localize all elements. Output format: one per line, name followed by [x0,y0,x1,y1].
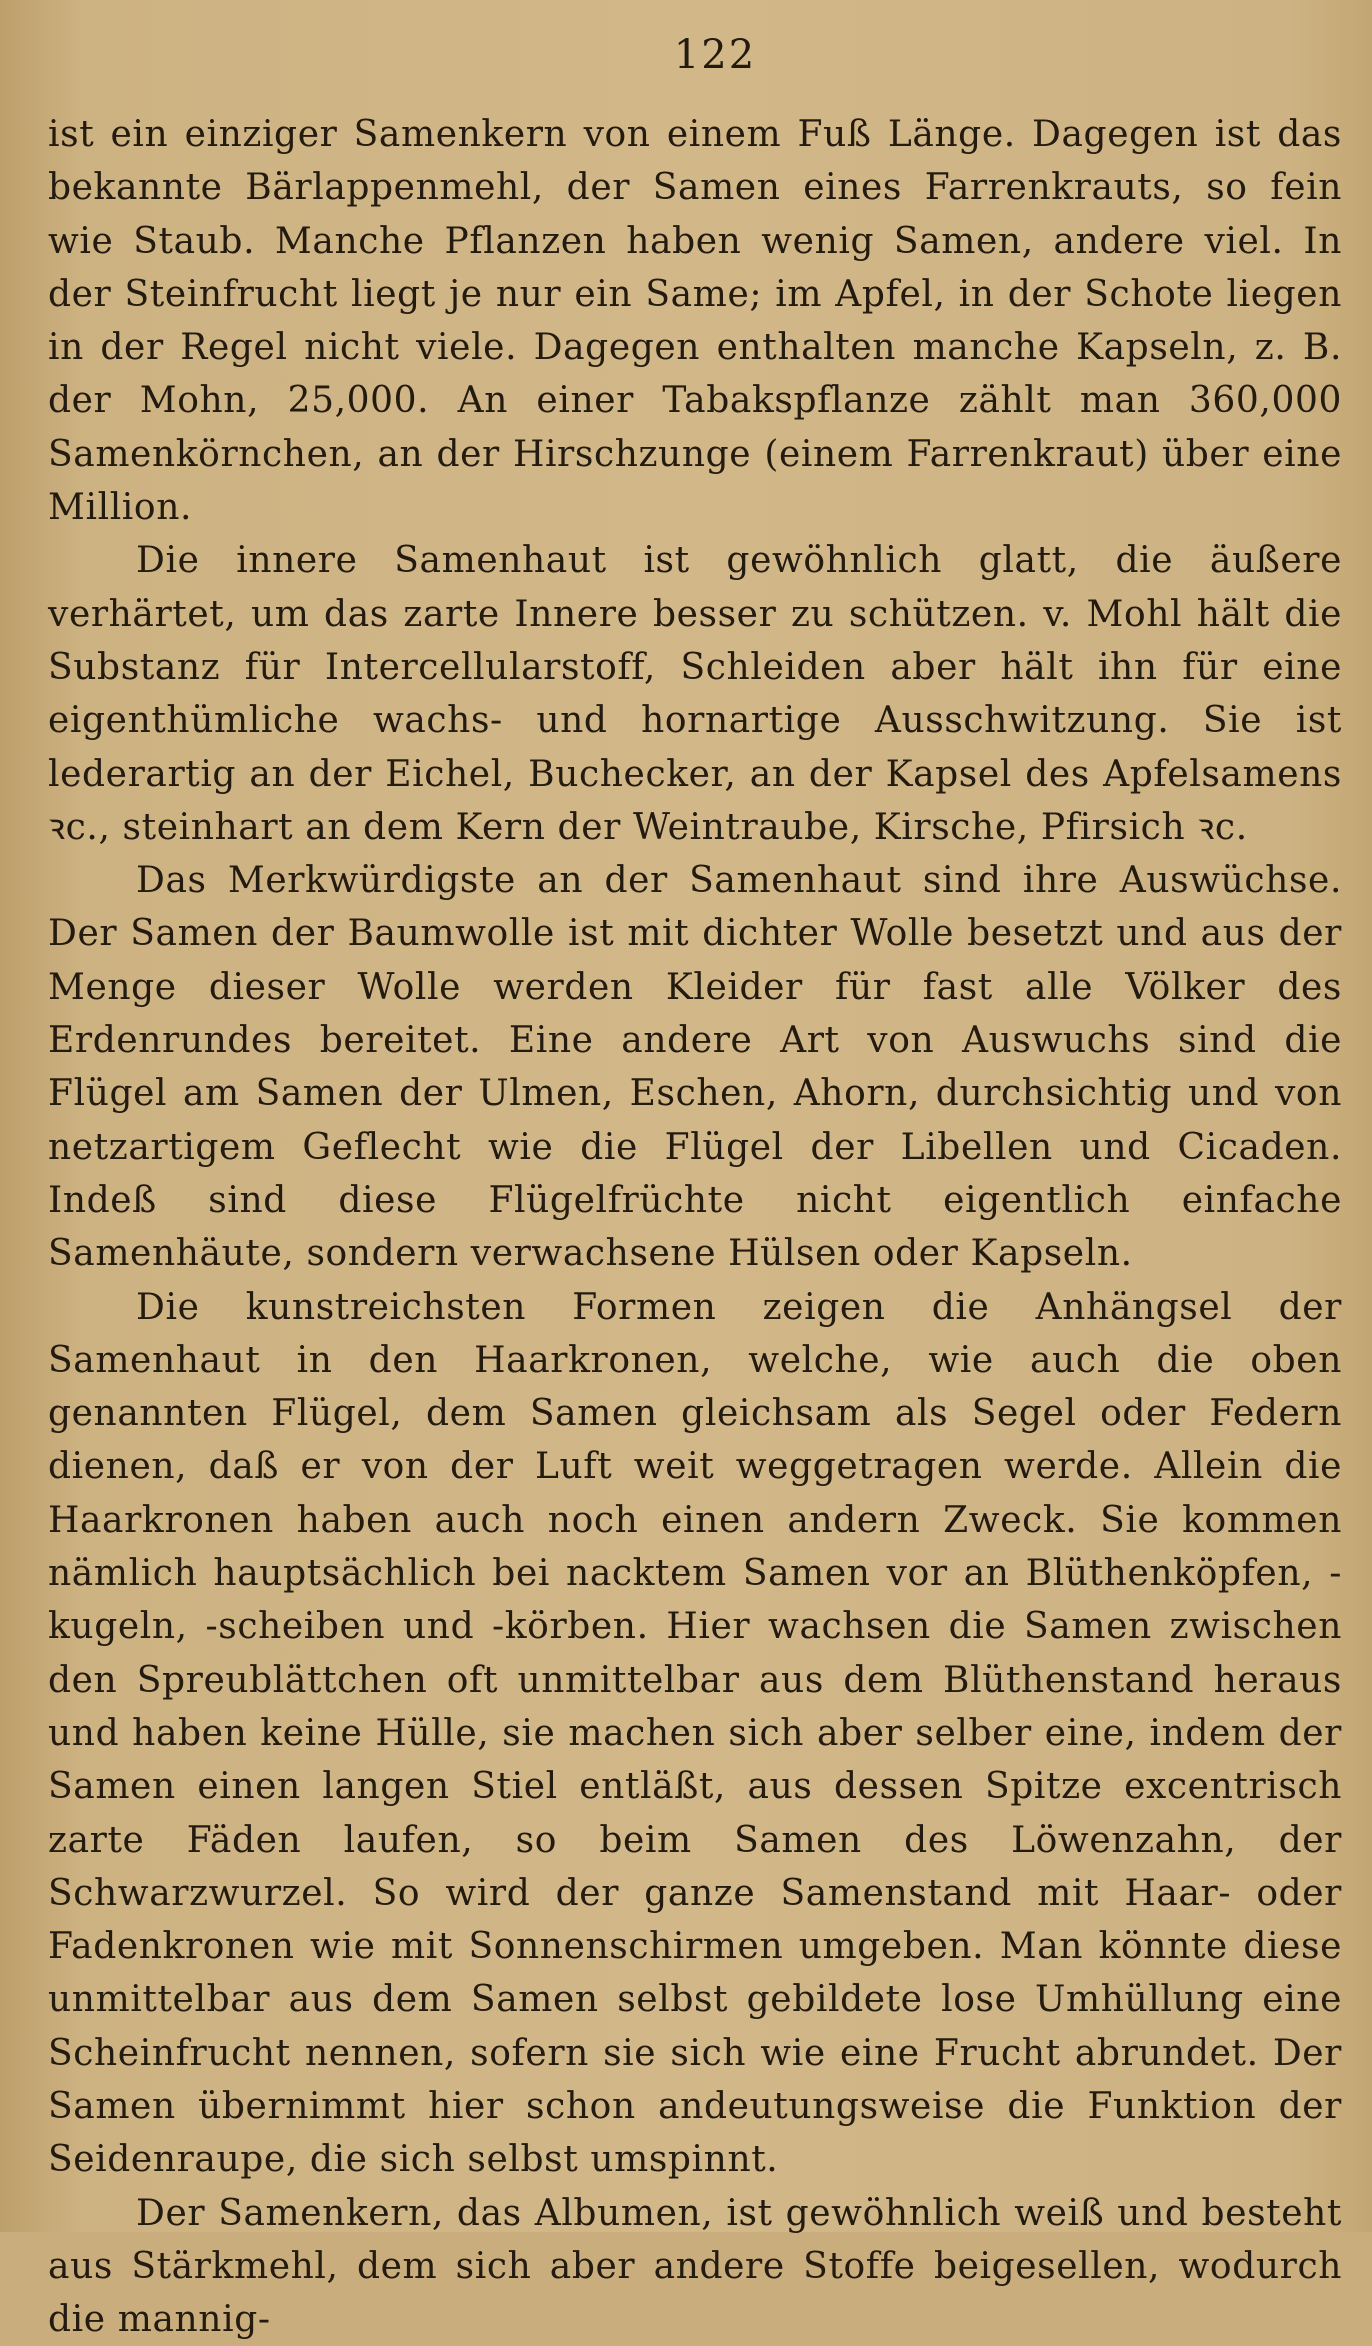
paragraph-hair-crowns: Die kunstreichsten Formen zeigen die Anhängsel der Samenhaut in den Haarkronen, welche, wie auch die oben genannten Flügel, dem Samen gleichsam als Segel oder Federn dienen, daß er von der Luft weit weggetragen werde. Allein die Haarkronen haben auch noch einen andern Zweck. Sie kommen nämlich hauptsächlich bei nacktem Samen vor an Blüthenköpfen, -kugeln, -scheiben und -körben. Hier wachsen die Samen zwischen den Spreublättchen oft unmittelbar aus dem Blüthenstand heraus und haben keine Hülle, sie machen sich aber selber eine, indem der Samen einen langen Stiel entläßt, aus dessen Spitze excentrisch zarte Fäden laufen, so beim Samen des Löwenzahn, der Schwarzwurzel. So wird der ganze Samenstand mit Haar- oder Fadenkronen wie mit Sonnenschirmen umgeben. Man könnte diese unmittelbar aus dem Samen selbst gebildete lose Umhüllung eine Scheinfrucht nennen, sofern sie sich wie eine Frucht abrundet. Der Samen übernimmt hier schon andeutungsweise die Funktion der Seidenraupe, die sich selbst umspinnt. [48,1286,1342,2181]
paragraph-seed-outgrowths: Das Merkwürdigste an der Samenhaut sind ihre Auswüchse. Der Samen der Baumwolle ist mit dichter Wolle besetzt und aus der Menge dieser Wolle werden Kleider für fast alle Völker des Erdenrundes bereitet. Eine andere Art von Auswuchs sind die Flügel am Samen der Ulmen, Eschen, Ahorn, durchsichtig und von netzartigem Geflecht wie die Flügel der Libellen und Cicaden. Indeß sind diese Flügelfrüchte nicht eigentlich einfache Samenhäute, sondern verwachsene Hülsen oder Kapseln. [48,860,1342,1275]
body-text [48,108,1342,2346]
page-number: 122 [673,32,757,78]
paragraph-seed-kernel: Der Samenkern, das Albumen, ist gewöhnlich weiß und besteht aus Stärkmehl, dem sich aber andere Stoffe beigesellen, wodurch die mannig- [48,2192,1342,2341]
paragraph-seed-coat: Die innere Samenhaut ist gewöhnlich glatt, die äußere verhärtet, um das zarte Innere besser zu schützen. v. Mohl hält die Substanz für Intercellularstoff, Schleiden aber hält ihn für eine eigenthümliche wachs- und hornartige Ausschwitzung. Sie ist lederartig an der Eichel, Buchecker, an der Kapsel des Apfelsamens ꝛc., steinhart an dem Kern der Weintraube, Kirsche, Pfirsich ꝛc. [48,540,1342,848]
paragraph-seed-counts: ist ein einziger Samenkern von einem Fuß Länge. Dagegen ist das bekannte Bärlappenmehl, der Samen eines Farrenkrauts, so fein wie Staub. Manche Pflanzen haben wenig Samen, andere viel. In der Steinfrucht liegt je nur ein Same; im Apfel, in der Schote liegen in der Regel nicht viele. Dagegen enthalten manche Kapseln, z. B. der Mohn, 25,000. An einer Tabakspflanze zählt man 360,000 Samenkörnchen, an der Hirschzunge (einem Farrenkraut) über eine Million. [48,114,1342,529]
